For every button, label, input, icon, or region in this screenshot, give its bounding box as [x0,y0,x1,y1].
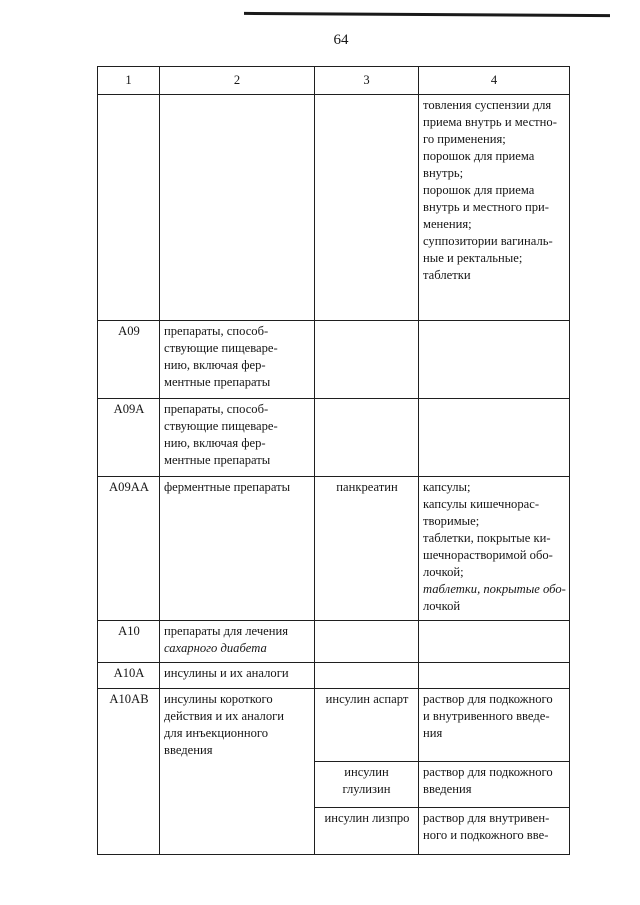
dosage-forms-cell [419,761,570,807]
group-line: препараты, способ- [164,402,269,416]
group-line: нию, включая фер- [164,358,266,372]
group-line: нию, включая фер- [164,436,266,450]
group-cell [160,321,315,399]
dosage-forms-cell [419,663,570,689]
dosage-form-line: порошок для приема [423,149,535,163]
dosage-forms-cell [419,621,570,663]
atc-code-cell: A10A [98,663,160,689]
atc-code-cell: A09 [98,321,160,399]
page-number: 64 [333,32,349,48]
table-row [98,95,570,321]
dosage-form-line: капсулы; [423,480,471,494]
group-line: препараты, способ- [164,324,269,338]
header-rule [244,12,610,17]
group-line: препараты для лечения [164,624,289,638]
dosage-form-line: внутрь и местного при- [423,200,549,214]
inn-line: панкреатин [336,480,398,494]
group-cell [160,663,315,689]
dosage-form-line: ния [423,726,443,740]
table-row [98,321,570,399]
dosage-form-line: порошок для приема [423,183,535,197]
dosage-form-line: ного и подкожного вве- [423,827,549,842]
inn-cell [315,95,419,321]
dosage-form-line: капсулы кишечнорас- [423,497,540,511]
dosage-form-line: лочкой [423,599,461,613]
dosage-forms-cell [419,95,570,321]
atc-code-cell: A10 [98,621,160,663]
dosage-form-line: таблетки, покрытые ки- [423,531,551,545]
inn-line: инсулин лизпро [324,810,410,825]
group-line: ментные препараты [164,453,271,467]
inn-cell [315,321,419,399]
table-row [98,761,570,807]
dosage-form-line: раствор для внутривен- [423,810,550,825]
table-header-row [98,67,570,95]
dosage-form-line: раствор для подкожного [423,764,553,779]
group-line: инсулины и их аналоги [164,666,289,680]
group-line: ствующие пищеваре- [164,419,278,433]
atc-code-cell: A09AA [98,477,160,621]
column-header: 3 [315,67,419,95]
group-line: ментные препараты [164,375,271,389]
dosage-form-line: таблетки [423,268,471,282]
dosage-forms-cell [419,689,570,762]
dosage-form-line: и внутривенного введе- [423,709,550,723]
table-row [98,477,570,621]
table-row [98,621,570,663]
dosage-form-line: творимые; [423,514,480,528]
table-row [98,807,570,854]
dosage-form-line: суппозитории вагиналь- [423,234,553,248]
dosage-form-line: внутрь; [423,166,464,180]
inn-line: инсулин аспарт [325,692,409,706]
atc-code-cell: A09A [98,399,160,477]
inn-cell [315,477,419,621]
dosage-form-line: раствор для подкожного [423,692,553,706]
dosage-form-line: приема внутрь и местно- [423,115,557,129]
column-header: 1 [98,67,160,95]
group-cell [160,95,315,321]
inn-line: инсулин глулизин [342,764,391,796]
column-header: 4 [419,67,570,95]
dosage-forms-cell [419,321,570,399]
group-cell [160,689,315,762]
inn-cell [315,399,419,477]
group-cell [160,477,315,621]
dosage-forms-cell [419,477,570,621]
group-line: для инъекционного [164,726,269,740]
group-line: введения [164,743,213,757]
dosage-form-line: менения; [423,217,472,231]
dosage-form-line: ные и ректальные; [423,251,523,265]
group-line: действия и их аналоги [164,709,285,723]
inn-cell [315,689,419,762]
atc-code-cell: A10AB [98,689,160,762]
group-line: ствующие пищеваре- [164,341,278,355]
atc-code-cell [98,761,160,807]
dosage-forms-cell [419,807,570,854]
group-line: инсулины короткого [164,692,273,706]
group-line: сахарного диабета [164,641,267,655]
group-cell [160,761,315,807]
inn-cell [315,807,419,854]
dosage-form-line: лочкой; [423,565,464,579]
column-header: 2 [160,67,315,95]
dosage-form-line: го применения; [423,132,506,146]
table-row [98,663,570,689]
group-line: ферментные препараты [164,480,291,494]
dosage-form-line: таблетки, покрытые обо- [423,582,566,596]
dosage-form-line: шечнорастворимой обо- [423,548,553,562]
atc-code-cell [98,807,160,854]
table-row [98,399,570,477]
dosage-form-line: введения [423,781,472,796]
inn-cell [315,621,419,663]
group-cell [160,399,315,477]
atc-code-cell [98,95,160,321]
group-cell [160,621,315,663]
drug-table [97,66,570,855]
inn-cell [315,761,419,807]
group-cell [160,807,315,854]
dosage-forms-cell [419,399,570,477]
dosage-form-line: товления суспензии для [423,98,552,112]
inn-cell [315,663,419,689]
table-row [98,689,570,762]
